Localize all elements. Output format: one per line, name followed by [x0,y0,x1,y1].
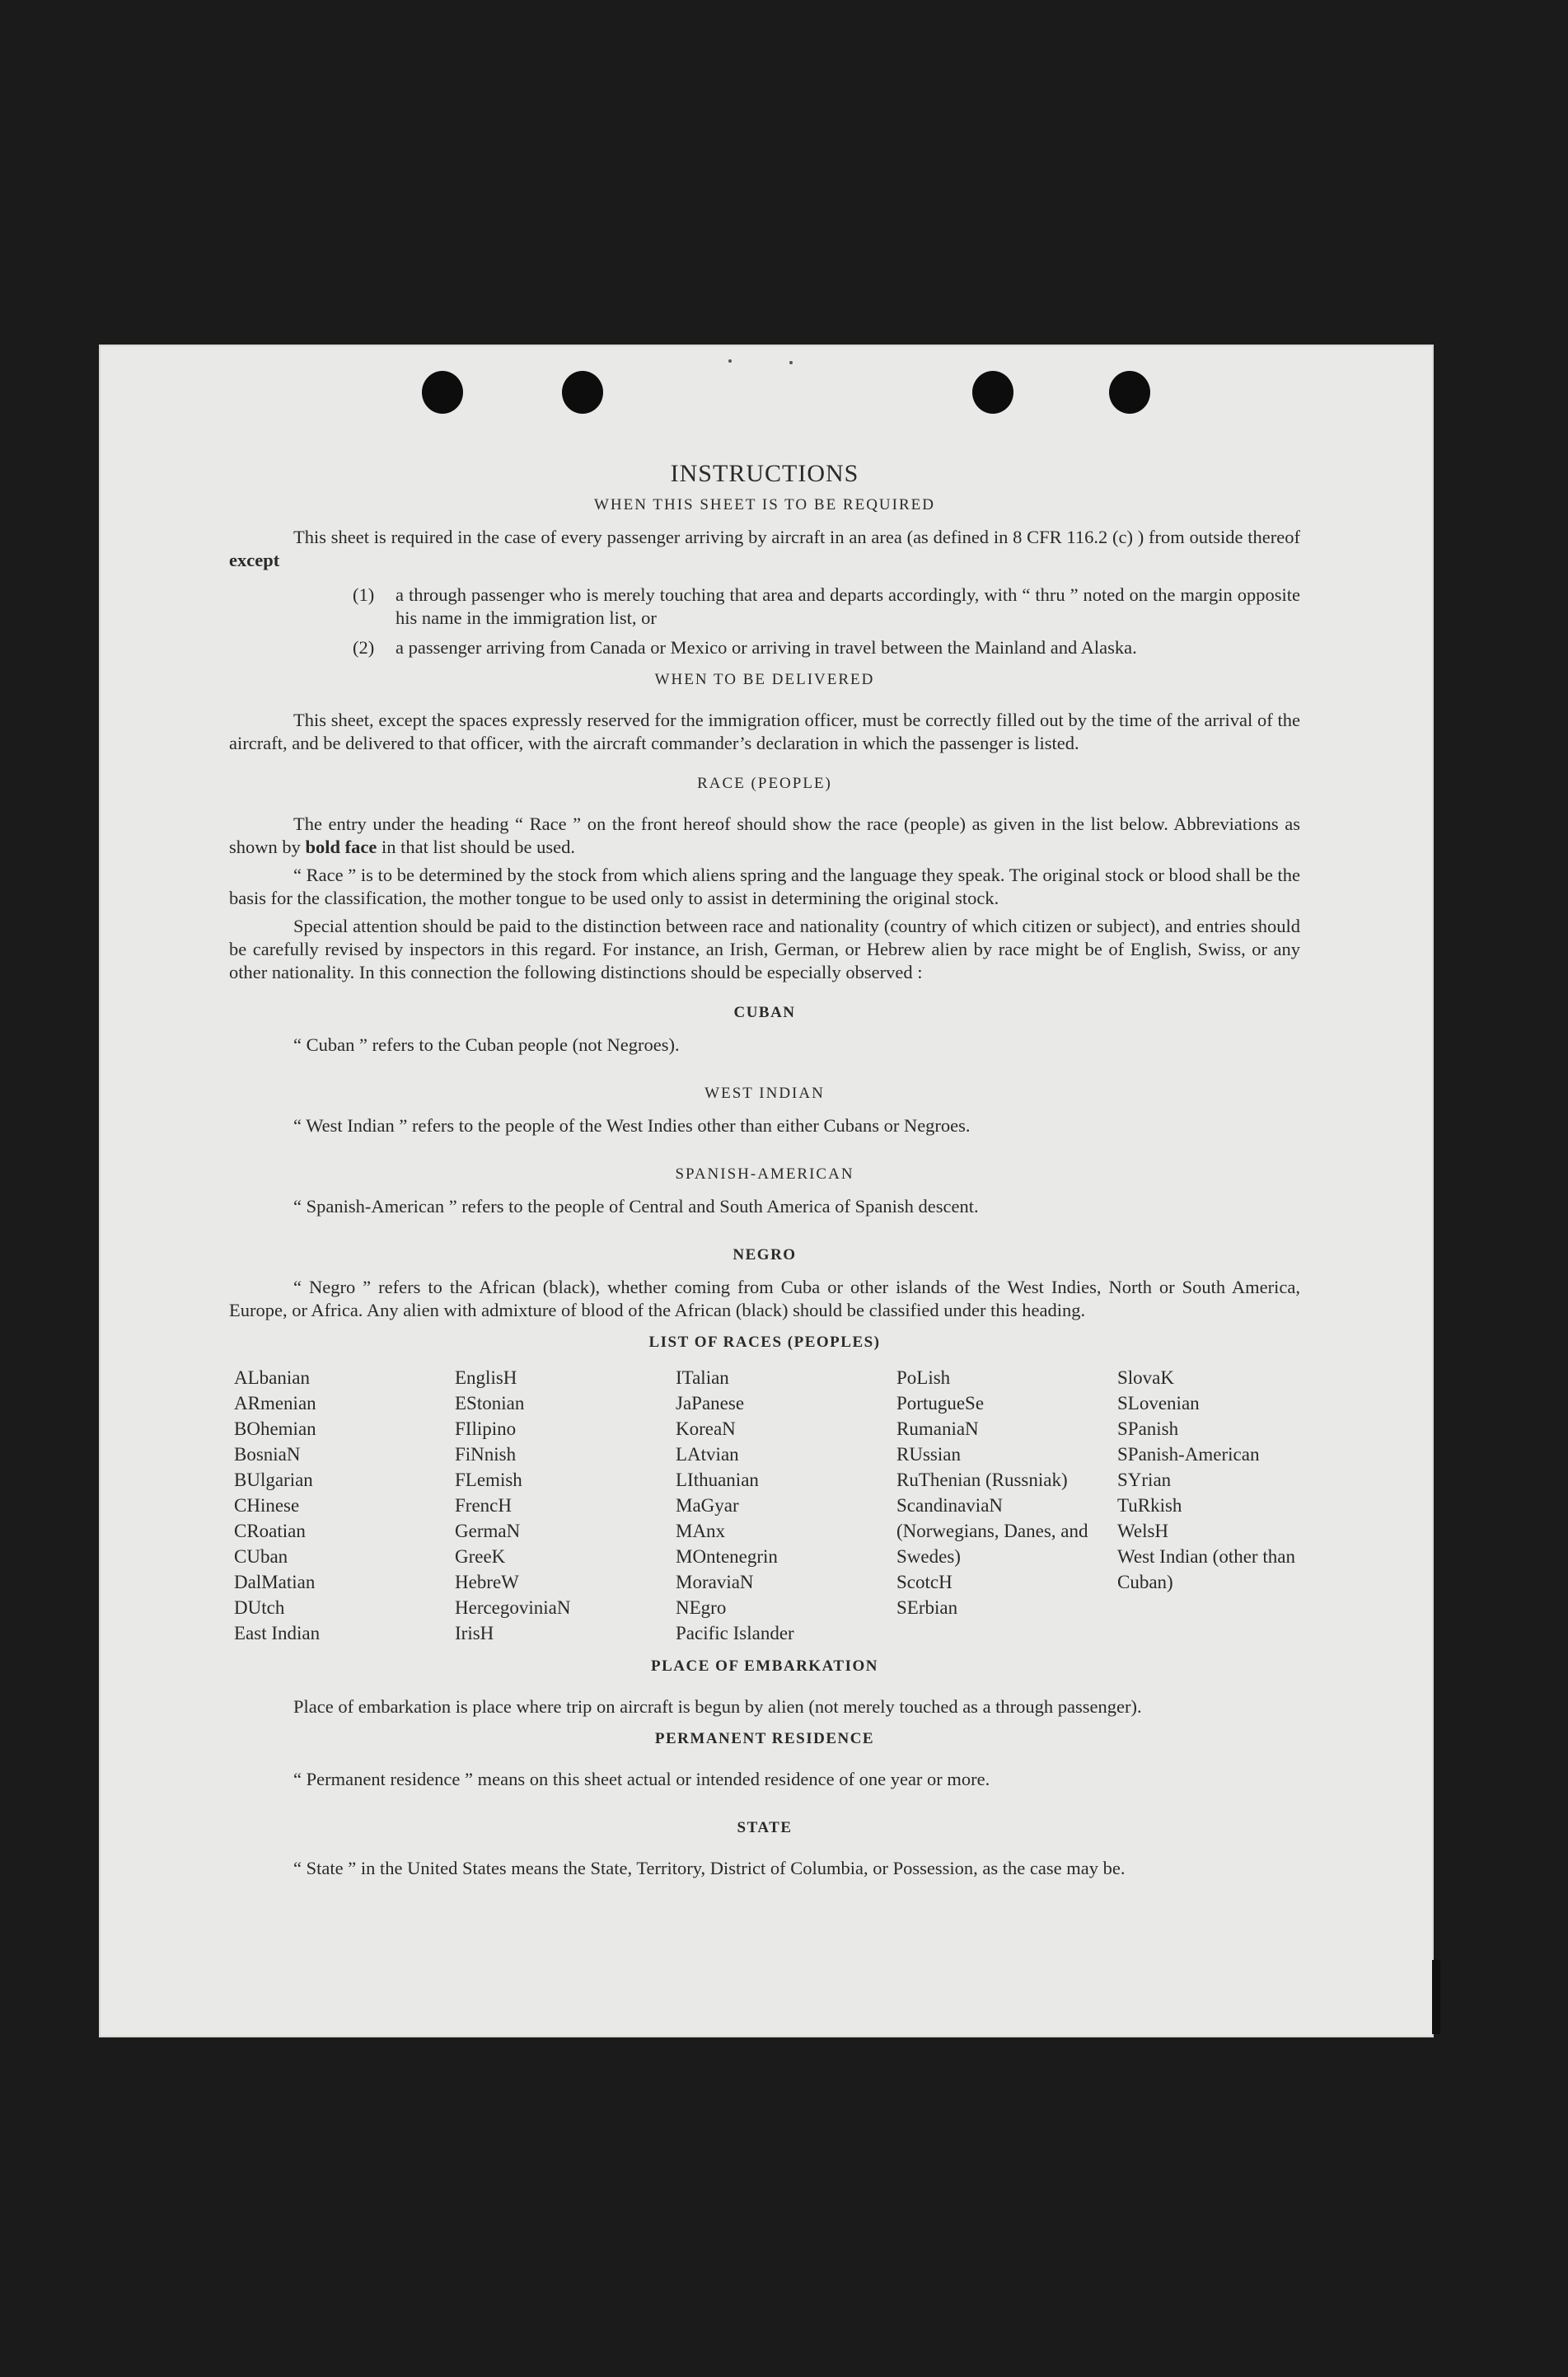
race-entry: GermaN [455,1521,521,1541]
race-entry: SlovaK [1117,1367,1174,1388]
section-heading-list-of-races: LIST OF RACES (PEOPLES) [648,1334,881,1351]
race-entry: FLemish [455,1470,522,1490]
punch-hole [972,371,1013,414]
race-entry: MOntenegrin [676,1546,778,1567]
race-entry: EStonian [455,1393,525,1414]
required-item-1: (1) a through passenger who is merely touching that area and departs accordingly, with “ thru ” noted on the margin opposite his name in the immigration list, or [353,584,1300,628]
race-entry: MaGyar [676,1495,739,1516]
race-entry: MoraviaN [676,1572,754,1592]
race-entry: BosniaN [234,1444,301,1465]
race-entry: LIthuanian [676,1470,759,1490]
race-entry: PortugueSe [896,1393,985,1414]
section-heading-embarkation: PLACE OF EMBARKATION [651,1657,878,1675]
race-entry: ARmenian [234,1393,316,1414]
race-entry: WelsH [1117,1521,1169,1541]
race-entry: HercegoviniaN [455,1597,571,1618]
race-entry: NEgro [676,1597,727,1618]
race-paragraph-2: “ Race ” is to be determined by the stock from which aliens spring and the language they speak. The original stock or blood shall be the basis for the classification, the mother tongue to be used only to assist in determining the original stock. [229,865,1300,908]
section-heading-race: RACE (PEOPLE) [697,775,832,792]
race-entry: ScandinaviaN (Norwegians, Danes, and Swedes) [896,1495,1088,1567]
speck [789,361,793,364]
negro-text: “ Negro ” refers to the African (black), whether coming from Cuba or other islands of the West Indies, North or South America, Europe, or Africa. Any alien with admixture of blood of the African (black) should be classified under this heading. [229,1277,1300,1320]
cuban-text: “ Cuban ” refers to the Cuban people (not Negroes). [293,1034,680,1055]
race-column-3 [676,1365,896,1646]
page-title: INSTRUCTIONS [670,460,859,487]
race-entry: ScotcH [896,1572,953,1592]
race-entry: RumaniaN [896,1418,979,1439]
race-entry: CRoatian [234,1521,306,1541]
race-entry: KoreaN [676,1418,736,1439]
race-entry: TuRkish [1117,1495,1182,1516]
race-entry: LAtvian [676,1444,739,1465]
speck [728,359,732,363]
spanish-american-text: “ Spanish-American ” refers to the people of Central and South America of Spanish descent. [293,1196,979,1217]
section-heading-required: WHEN THIS SHEET IS TO BE REQUIRED [594,496,935,513]
race-entry: FrencH [455,1495,512,1516]
race-entry: CUban [234,1546,288,1567]
embarkation-text: Place of embarkation is place where trip on aircraft is begun by alien (not merely touched as a through passenger). [293,1696,1142,1717]
state-text: “ State ” in the United States means the State, Territory, District of Columbia, or Possession, as the case may be. [293,1858,1126,1878]
race-entry: SPanish [1117,1418,1179,1439]
race-column-2 [455,1365,676,1646]
race-entry: ALbanian [234,1367,310,1388]
section-heading-spanish-american: SPANISH-AMERICAN [675,1165,854,1183]
race-entry: RUssian [896,1444,961,1465]
race-entry: FIlipino [455,1418,517,1439]
race-entry: ITalian [676,1367,729,1388]
punch-hole [422,371,463,414]
race-list [234,1365,1300,1646]
race-entry: West Indian (other than Cuban) [1117,1546,1295,1592]
sheet-edge-shadow [1432,1960,1440,2034]
race-entry: SPanish-American [1117,1444,1260,1465]
section-heading-delivered: WHEN TO BE DELIVERED [654,671,875,688]
section-heading-residence: PERMANENT RESIDENCE [654,1730,875,1747]
race-entry: GreeK [455,1546,506,1567]
race-entry: BOhemian [234,1418,316,1439]
race-entry: FiNnish [455,1444,517,1465]
race-entry: EnglisH [455,1367,517,1388]
race-entry: SLovenian [1117,1393,1200,1414]
race-entry: CHinese [234,1495,300,1516]
race-column-5 [1117,1365,1305,1646]
section-heading-west-indian: WEST INDIAN [704,1085,825,1102]
punch-hole [1109,371,1150,414]
instructions-body [229,460,1300,1880]
race-entry: HebreW [455,1572,519,1592]
west-indian-text: “ West Indian ” refers to the people of the West Indies other than either Cubans or Negroes. [293,1115,971,1136]
race-entry: MAnx [676,1521,726,1541]
instruction-sheet [99,345,1434,2037]
race-column-4 [896,1365,1117,1646]
race-entry: RuThenian (Russniak) [896,1470,1068,1490]
race-entry: JaPanese [676,1393,745,1414]
section-heading-cuban: CUBAN [733,1004,796,1021]
race-entry: East Indian [234,1623,321,1643]
race-column-1 [234,1365,455,1646]
race-paragraph-3: Special attention should be paid to the distinction between race and nationality (country of which citizen or subject), and entries should be carefully revised by inspectors in this regard. For instance, an Irish, German, or Hebrew alien by race might be of English, Swiss, or any other nationality. In this connection the following distinctions should be especially observed : [229,916,1300,982]
race-entry: DUtch [234,1597,285,1618]
required-intro: This sheet is required in the case of every passenger arriving by aircraft in an area (as defined in 8 CFR 116.2 (c) ) from outside thereof except [229,527,1300,570]
section-heading-state: STATE [737,1819,793,1836]
race-entry: SErbian [896,1597,958,1618]
race-paragraph-1: The entry under the heading “ Race ” on the front hereof should show the race (people) as given in the list below. Abbreviations as shown by bold face in that list should be used. [229,813,1300,857]
punch-hole [562,371,603,414]
race-entry: PoLish [896,1367,951,1388]
race-entry: SYrian [1117,1470,1172,1490]
race-entry: Pacific Islander [676,1623,794,1643]
section-heading-negro: NEGRO [733,1246,797,1264]
delivered-text: This sheet, except the spaces expressly reserved for the immigration officer, must be correctly filled out by the time of the arrival of the aircraft, and be delivered to that officer, with the aircraft commander’s declaration in which the passenger is listed. [229,710,1300,753]
race-entry: DalMatian [234,1572,316,1592]
required-item-2: (2) a passenger arriving from Canada or Mexico or arriving in travel between the Mainland and Alaska. [353,637,1137,658]
race-entry: IrisH [455,1623,494,1643]
residence-text: “ Permanent residence ” means on this sheet actual or intended residence of one year or more. [293,1769,990,1789]
race-entry: BUlgarian [234,1470,313,1490]
